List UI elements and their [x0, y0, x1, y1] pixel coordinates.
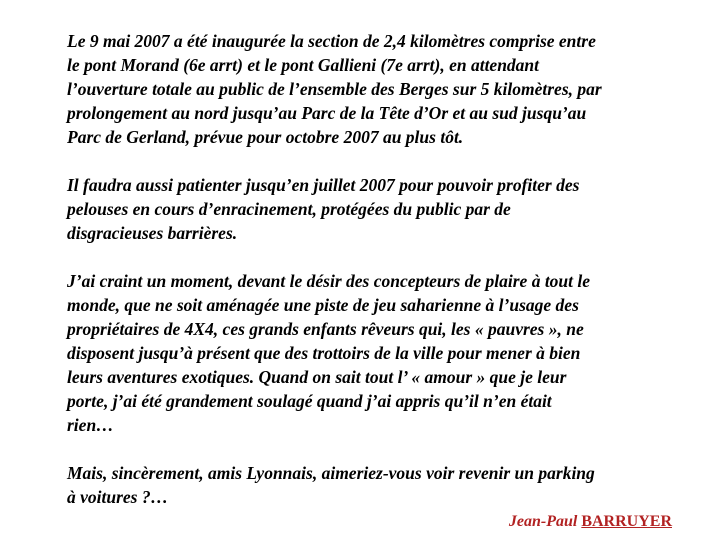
text-line: disposent jusqu’à présent que des trottoirs de la ville pour mener à bien: [67, 343, 581, 363]
text-line: porte, j’ai été grandement soulagé quand j’ai appris qu’il n’en était: [67, 391, 552, 411]
text-line: à voitures ?…: [67, 487, 169, 507]
text-line: monde, que ne soit aménagée une piste de jeu saharienne à l’usage des: [67, 295, 579, 315]
text-line: Parc de Gerland, prévue pour octobre 2007 au plus tôt.: [67, 127, 464, 147]
text-line: rien…: [67, 415, 114, 435]
text-line: Mais, sincèrement, amis Lyonnais, aimeriez-vous voir revenir un parking: [67, 463, 595, 483]
text-line: prolongement au nord jusqu’au Parc de la Tête d’Or et au sud jusqu’au: [67, 103, 587, 123]
paragraph-question: [67, 461, 687, 509]
text-line: J’ai craint un moment, devant le désir des concepteurs de plaire à tout le: [67, 271, 591, 291]
text-line: disgracieuses barrières.: [67, 223, 238, 243]
text-line: propriétaires de 4X4, ces grands enfants rêveurs qui, les « pauvres », ne: [67, 319, 584, 339]
author-last-name: BARRUYER: [581, 513, 672, 530]
paragraph-inauguration: [67, 29, 687, 149]
text-line: l’ouverture totale au public de l’ensemble des Berges sur 5 kilomètres, par: [67, 79, 602, 99]
text-line: leurs aventures exotiques. Quand on sait tout l’ « amour » que je leur: [67, 367, 567, 387]
text-line: pelouses en cours d’enracinement, protégées du public par de: [67, 199, 511, 219]
author-first-name: Jean-Paul: [508, 513, 578, 530]
paragraph-lawns: [67, 173, 687, 245]
paragraph-fear: [67, 269, 687, 437]
author-signature: [509, 512, 672, 532]
text-line: le pont Morand (6e arrt) et le pont Gallieni (7e arrt), en attendant: [67, 55, 540, 75]
text-line: Le 9 mai 2007 a été inaugurée la section de 2,4 kilomètres comprise entre: [67, 31, 596, 51]
text-line: Il faudra aussi patienter jusqu’en juillet 2007 pour pouvoir profiter des: [67, 175, 580, 195]
